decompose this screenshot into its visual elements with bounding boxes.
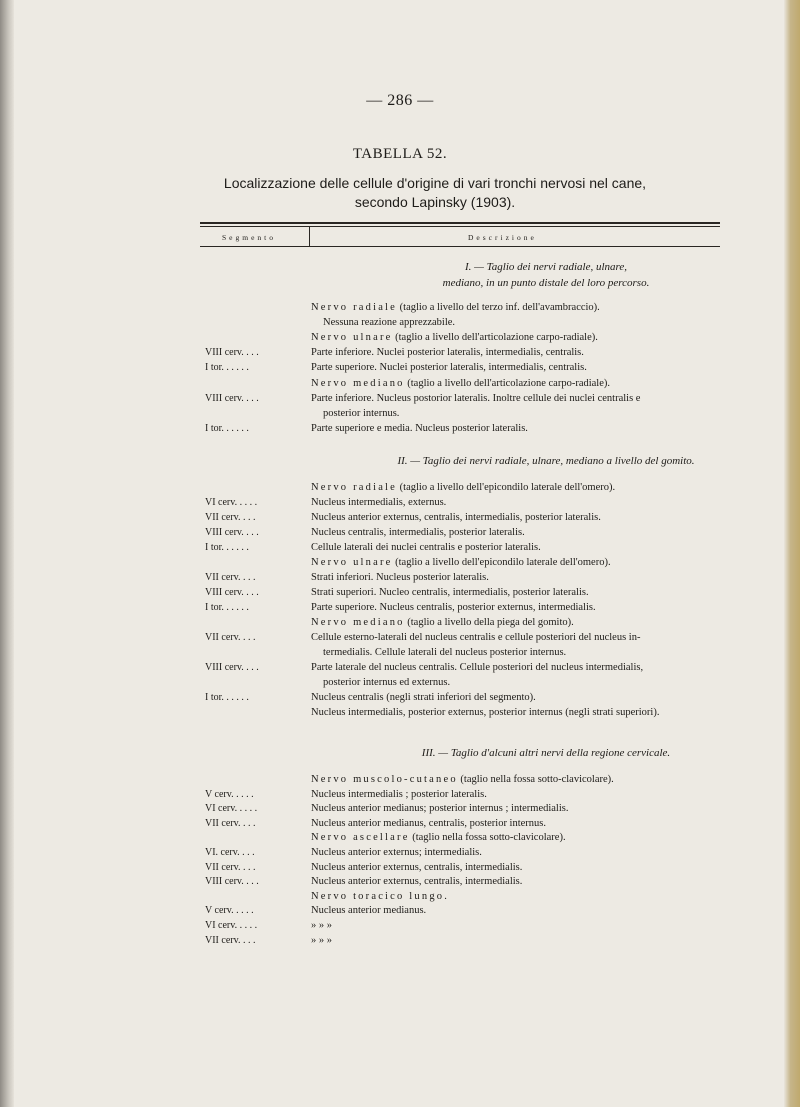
description-row: termedialis. Cellule laterali del nucleus posterior internus. xyxy=(323,647,567,658)
segment-label: V cerv. . . . . xyxy=(205,905,254,917)
nerve-heading-row xyxy=(311,377,781,391)
description-row: posterior internus ed externus. xyxy=(323,677,451,688)
segment-label: VII cerv. . . . xyxy=(205,512,256,523)
segment-label: I tor. . . . . . xyxy=(205,422,249,434)
nerve-name: Nervo ascellare xyxy=(311,832,410,844)
description-row: Cellule esterno-laterali del nucleus centralis e cellule posteriori del nucleus in- xyxy=(311,632,641,643)
nerve-name: Nervo mediano xyxy=(311,377,405,389)
description-row: Nessuna reazione apprezzabile. xyxy=(323,317,456,329)
nerve-name: Nervo radiale xyxy=(311,482,398,493)
description-row: Parte inferiore. Nuclei posterior lateralis, intermedialis, centralis. xyxy=(311,347,584,359)
segment-label: VI cerv. . . . . xyxy=(205,920,258,931)
description-row: Parte superiore. Nuclei posterior lateralis, intermedialis, centralis. xyxy=(311,362,587,374)
description-row: Nucleus anterior medianus. xyxy=(311,905,427,917)
nerve-name: Nervo toracico lungo. xyxy=(311,890,450,902)
nerve-name: Nervo muscolo-cutaneo xyxy=(311,774,458,785)
segment-label: VI cerv. . . . . xyxy=(205,497,258,508)
nerve-cut-note: (taglio a livello del terzo inf. dell'avambraccio). xyxy=(397,302,600,313)
table-top-rule-thin xyxy=(200,226,720,227)
nerve-heading-row xyxy=(311,831,781,845)
section-3-title: III. — Taglio d'alcuni altri nervi della regione cervicale. xyxy=(421,747,671,759)
segment-label: V cerv. . . . . xyxy=(205,788,254,800)
description-row: Parte inferiore. Nucleus postorior lateralis. Inoltre cellule dei nuclei centralis e xyxy=(311,392,641,404)
nerve-cut-note: (taglio a livello dell'articolazione carpo-radiale). xyxy=(392,332,598,344)
table-top-rule xyxy=(200,222,720,224)
description-row: Nucleus anterior medianus, centralis, posterior internus. xyxy=(311,817,547,829)
section-1-title-line-1: I. — Taglio dei nervi radiale, ulnare, xyxy=(464,261,628,273)
description-row: Nucleus intermedialis, posterior externus, posterior internus (negli strati superiori). xyxy=(311,707,660,718)
description-row: Nucleus centralis (negli strati inferiori del segmento). xyxy=(311,692,536,703)
table-title: TABELLA 52. xyxy=(352,146,448,162)
segment-label: VII cerv. . . . xyxy=(205,861,256,873)
description-row: posterior internus. xyxy=(323,407,400,419)
segment-label: VIII cerv. . . . xyxy=(205,527,259,538)
segment-label: VIII cerv. . . . xyxy=(205,587,259,598)
nerve-cut-note: (taglio a livello della piega del gomito). xyxy=(404,617,574,628)
segment-label: VIII cerv. . . . xyxy=(205,347,259,359)
nerve-cut-note: (taglio a livello dell'articolazione carpo-radiale). xyxy=(404,377,611,389)
segment-label: VIII cerv. . . . xyxy=(205,392,259,404)
description-row: Parte superiore. Nucleus centralis, posterior externus, intermedialis. xyxy=(311,602,596,613)
segment-label: I tor. . . . . . xyxy=(205,362,249,374)
segment-label: I tor. . . . . . xyxy=(205,602,249,613)
description-row: Cellule laterali dei nuclei centralis e posterior lateralis. xyxy=(311,542,541,553)
segment-label: VI cerv. . . . . xyxy=(205,803,258,815)
description-row: » » » xyxy=(311,920,332,931)
column-header-segment: Segmento xyxy=(222,233,276,242)
description-row: Nucleus anterior externus, centralis, intermedialis, posterior lateralis. xyxy=(311,512,601,523)
description-row: Strati inferiori. Nucleus posterior lateralis. xyxy=(311,572,489,583)
nerve-heading-row xyxy=(311,890,781,904)
section-2-title: II. — Taglio dei nervi radiale, ulnare, mediano a livello del gomito. xyxy=(397,455,695,467)
segment-label: VII cerv. . . . xyxy=(205,572,256,583)
nerve-name: Nervo ulnare xyxy=(311,557,393,568)
nerve-name: Nervo radiale xyxy=(311,302,398,313)
page-number: — 286 — xyxy=(366,92,434,109)
segment-label: I tor. . . . . . xyxy=(205,692,249,703)
header-bottom-rule xyxy=(200,246,720,247)
column-header-description: Descrizione xyxy=(468,233,537,242)
nerve-heading-row xyxy=(311,556,781,570)
description-row: Nucleus anterior externus, centralis, intermedialis. xyxy=(311,876,523,888)
table-caption xyxy=(210,174,660,212)
section-1-title-line-2: mediano, in un punto distale del loro percorso. xyxy=(442,277,650,289)
nerve-cut-note: (taglio a livello dell'epicondilo laterale dell'omero). xyxy=(392,557,611,568)
segment-label: VII cerv. . . . xyxy=(205,632,256,643)
nerve-heading-row xyxy=(311,481,781,495)
caption-line-1: Localizzazione delle cellule d'origine di vari tronchi nervosi nel cane, xyxy=(223,175,647,191)
nerve-cut-note: (taglio nella fossa sotto-clavicolare). xyxy=(457,774,614,785)
description-row: Nucleus anterior externus; intermedialis. xyxy=(311,847,482,858)
nerve-name: Nervo ulnare xyxy=(311,332,393,344)
segment-label: VIII cerv. . . . xyxy=(205,876,259,888)
nerve-heading-row xyxy=(311,301,781,315)
nerve-heading-row xyxy=(311,773,781,787)
segment-label: VII cerv. . . . xyxy=(205,934,256,946)
description-row: Parte laterale del nucleus centralis. Cellule posteriori del nucleus intermedialis, xyxy=(311,662,644,673)
segment-label: VIII cerv. . . . xyxy=(205,662,259,673)
description-row: Nucleus anterior externus, centralis, intermedialis. xyxy=(311,861,523,873)
segment-label: VI. cerv. . . . xyxy=(205,847,255,858)
description-row: Nucleus anterior medianus; posterior internus ; intermedialis. xyxy=(311,803,569,815)
nerve-cut-note: (taglio nella fossa sotto-clavicolare). xyxy=(409,832,566,844)
description-row: Parte superiore e media. Nucleus posterior lateralis. xyxy=(311,422,528,434)
caption-line-2: secondo Lapinsky (1903). xyxy=(354,194,516,210)
nerve-heading-row xyxy=(311,616,781,630)
segment-label: I tor. . . . . . xyxy=(205,542,249,553)
nerve-heading-row xyxy=(311,331,781,345)
page-edge xyxy=(784,0,800,1107)
description-row: » » » xyxy=(311,934,332,946)
description-row: Nucleus intermedialis ; posterior lateralis. xyxy=(311,788,487,800)
description-row: Strati superiori. Nucleo centralis, intermedialis, posterior lateralis. xyxy=(311,587,589,598)
page-binding-shadow xyxy=(0,0,14,1107)
segment-label: VII cerv. . . . xyxy=(205,817,256,829)
description-row: Nucleus intermedialis, externus. xyxy=(311,497,447,508)
column-divider xyxy=(309,226,310,246)
nerve-name: Nervo mediano xyxy=(311,617,405,628)
nerve-cut-note: (taglio a livello dell'epicondilo laterale dell'omero). xyxy=(397,482,616,493)
description-row: Nucleus centralis, intermedialis, posterior lateralis. xyxy=(311,527,525,538)
